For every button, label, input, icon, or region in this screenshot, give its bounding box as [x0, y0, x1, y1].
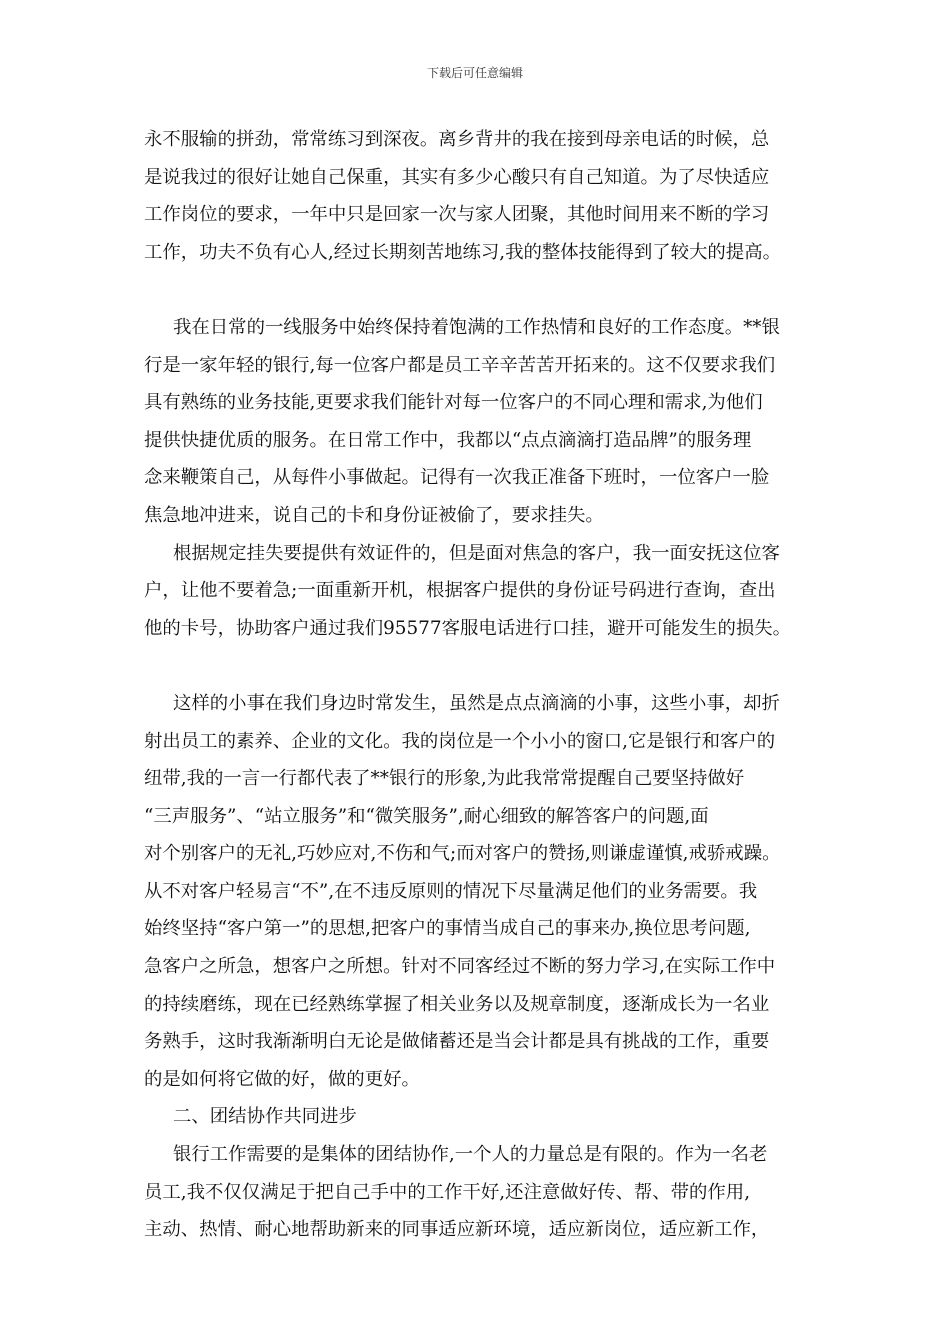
text-line: 主动、热情、耐心地帮助新来的同事适应新环境，适应新岗位，适应新工作， [144, 1219, 770, 1241]
text-line: 根据规定挂失要提供有效证件的，但是面对焦急的客户，我一面安抚这位客 [173, 542, 780, 564]
paragraph-gap [144, 647, 820, 685]
text-line: 具有熟练的业务技能,更要求我们能针对每一位客户的不同心理和需求,为他们 [144, 392, 763, 414]
text-line: 行是一家年轻的银行,每一位客户都是员工辛辛苦苦开拓来的。这不仅要求我们 [144, 354, 776, 376]
text-line: 银行工作需要的是集体的团结协作,一个人的力量总是有限的。作为一名老 [173, 1144, 768, 1166]
text-line: 工作，功夫不负有心人,经过长期刻苦地练习,我的整体技能得到了较大的提高。 [144, 241, 781, 263]
text-line: 的是如何将它做的好，做的更好。 [144, 1068, 420, 1090]
text-line: 从不对客户轻易言“不”,在不违反原则的情况下尽量满足他们的业务需要。我 [144, 880, 758, 902]
text-line: 他的卡号，协助客户通过我们95577客服电话进行口挂，避开可能发生的损失。 [144, 617, 792, 639]
text-line: 射出员工的素养、企业的文化。我的岗位是一个小小的窗口,它是银行和客户的 [144, 730, 776, 752]
paragraph-gap [144, 271, 820, 309]
text-line: 员工,我不仅仅满足于把自己手中的工作干好,还注意做好传、帮、带的作用, [144, 1181, 751, 1203]
text-line: 对个别客户的无礼,巧妙应对,不伤和气;而对客户的赞扬,则谦虚谨慎,戒骄戒躁。 [144, 843, 781, 865]
text-line: 始终坚持“客户第一”的思想,把客户的事情当成自己的事来办,换位思考问题, [144, 918, 751, 940]
text-line: 户，让他不要着急;一面重新开机，根据客户提供的身份证号码进行查询，查出 [144, 580, 776, 602]
text-line: 二、团结协作共同进步 [173, 1106, 357, 1128]
text-line: 这样的小事在我们身边时常发生，虽然是点点滴滴的小事，这些小事，却折 [173, 692, 780, 714]
text-line: 焦急地冲进来，说自己的卡和身份证被偷了，要求挂失。 [144, 504, 604, 526]
text-line: 是说我过的很好让她自己保重，其实有多少心酸只有自己知道。为了尽快适应 [144, 166, 770, 188]
text-line: 纽带,我的一言一行都代表了**银行的形象,为此我常常提醒自己要坚持做好 [144, 768, 745, 790]
text-line: “三声服务”、“站立服务”和“微笑服务”,耐心细致的解答客户的问题,面 [144, 805, 709, 827]
text-line: 提供快捷优质的服务。在日常工作中，我都以“点点滴滴打造品牌”的服务理 [144, 429, 752, 451]
text-line: 我在日常的一线服务中始终保持着饱满的工作热情和良好的工作态度。**银 [173, 316, 780, 338]
text-line: 急客户之所急，想客户之所想。针对不同客经过不断的努力学习,在实际工作中 [144, 956, 776, 978]
document-body [144, 121, 820, 1249]
text-line: 的持续磨练，现在已经熟练掌握了相关业务以及规章制度，逐渐成长为一名业 [144, 993, 770, 1015]
text-line: 工作岗位的要求，一年中只是回家一次与家人团聚，其他时间用来不断的学习 [144, 204, 770, 226]
text-line: 永不服输的拼劲，常常练习到深夜。离乡背井的我在接到母亲电话的时候，总 [144, 129, 770, 150]
text-line: 务熟手，这时我渐渐明白无论是做储蓄还是当会计都是具有挑战的工作，重要 [144, 1031, 770, 1053]
text-line: 念来鞭策自己，从每件小事做起。记得有一次我正准备下班时，一位客户一脸 [144, 467, 770, 489]
page-header: 下载后可任意编辑 [426, 66, 523, 80]
